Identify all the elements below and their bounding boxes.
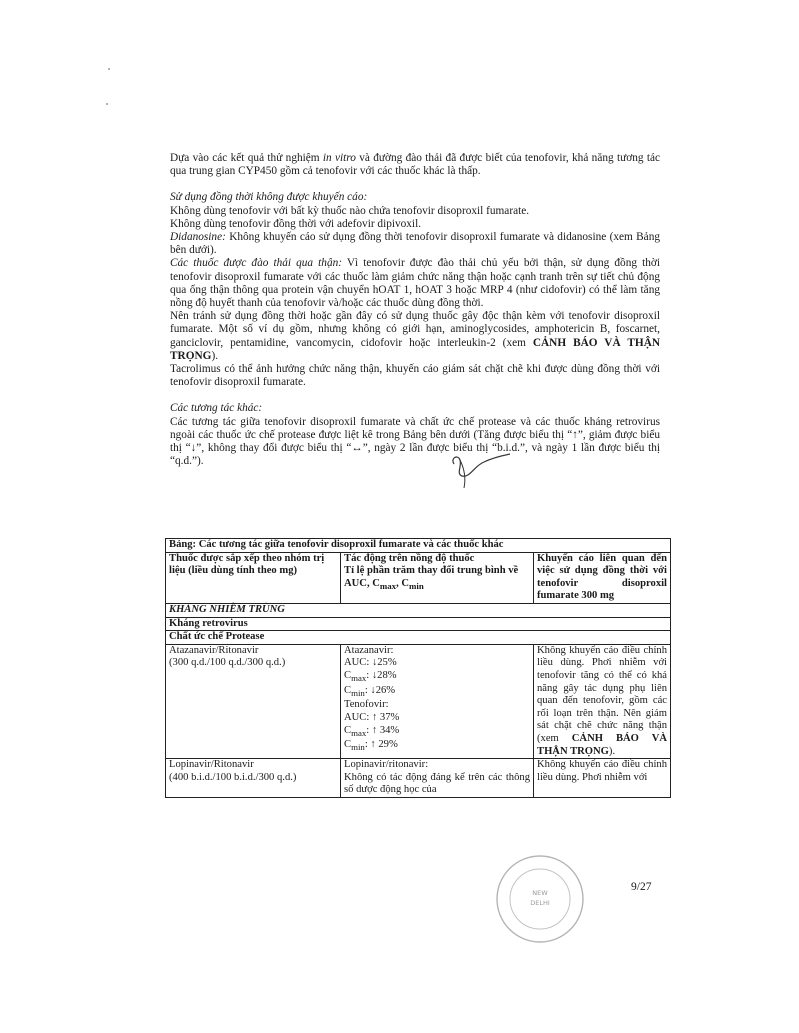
table-row xyxy=(166,644,671,758)
tacrolimus-paragraph: Tacrolimus có thể ảnh hưởng chức năng thận, khuyến cáo giám sát chặt chẽ khi được dùng đồng thời với tenofovir disoproxil fumarate. xyxy=(170,363,660,389)
company-seal-stamp xyxy=(494,853,586,945)
svg-text:NEW: NEW xyxy=(532,889,548,897)
table-header-row xyxy=(166,552,671,603)
group-row xyxy=(166,617,671,631)
intro-paragraph: Dựa vào các kết quả thử nghiệm in vitro và đường đào thải đã được biết của tenofovir, khả năng tương tác qua trung gian CYP450 gồm cả tenofovir với các thuốc khác là thấp. xyxy=(170,152,661,178)
group-antiretroviral: Kháng retrovirus xyxy=(166,617,671,631)
page-number: 9/27 xyxy=(631,881,652,893)
group-anti-infective: KHÁNG NHIỄM TRÙNG xyxy=(166,603,671,617)
paragraph-line: Không dùng tenofovir đồng thời với adefovir dipivoxil. xyxy=(170,217,422,230)
body-text xyxy=(170,152,660,468)
group-protease-inhibitor: Chất ức chế Protease xyxy=(166,631,671,645)
group-row xyxy=(166,603,671,617)
table-title-row xyxy=(166,539,671,553)
header-drug: Thuốc được sắp xếp theo nhóm trị liệu (liều dùng tính theo mg) xyxy=(166,552,341,603)
table-row xyxy=(166,759,671,798)
scan-artifact xyxy=(108,68,110,70)
header-effect: Tác động trên nồng độ thuốc Tỉ lệ phần trăm thay đổi trung bình về AUC, $C_{max}$, $C_{min}$ xyxy=(341,552,534,603)
paragraph-line: Không dùng tenofovir với bất kỳ thuốc nào chứa tenofovir disoproxil fumarate. xyxy=(170,204,530,217)
svg-text:DELHI: DELHI xyxy=(530,899,550,907)
handwritten-signature xyxy=(448,452,518,494)
drug-cell: Lopinavir/Ritonavir (400 b.i.d./100 b.i.d./300 q.d.) xyxy=(166,759,341,798)
effect-cell: Atazanavir: AUC: ↓25% $C_{max}$: ↓28% $C_{min}$: ↓26% Tenofovir: AUC: ↑ 37% $C_{max}$: ↑ 34% $C_{min}$: ↑ 29% xyxy=(341,644,534,758)
interactions-table xyxy=(165,538,671,798)
header-recommendation: Khuyến cáo liên quan đến việc sử dụng đồng thời với tenofovir disoproxil fumarate 300 mg xyxy=(534,552,671,603)
other-interactions-paragraph: Các tương tác giữa tenofovir disoproxil fumarate và chất ức chế protease và các thuốc kháng retrovirus ngoài các thuốc ức chế protease được liệt kê trong Bảng bên dưới (Tăng được biểu thị “↑”, giảm được biểu thị “↓”, không thay đổi được biểu thị “↔”, ngày 2 lần được biểu thị “b.i.d.”, và ngày 1 lần được biểu thị “q.d.”). xyxy=(170,415,660,468)
didanosine-paragraph: Didanosine: Không khuyến cáo sử dụng đồng thời tenofovir disoproxil fumarate và didanosine (xem Bảng bên dưới). xyxy=(170,231,660,257)
effect-cell: Lopinavir/ritonavir: Không có tác động đáng kể trên các thông số dược động học của xyxy=(341,759,534,798)
group-row xyxy=(166,631,671,645)
recommendation-cell: Không khuyến cáo điều chỉnh liều dùng. Phơi nhiễm với tenofovir tăng có thể có khả năng gây tác dụng phụ liên quan đến tenofovir, gồm các rối loạn trên thận. Nên giám sát chặt chẽ chức năng thận (xem CẢNH BÁO VÀ THẬN TRỌNG). xyxy=(534,644,671,758)
drug-cell: Atazanavir/Ritonavir (300 q.d./100 q.d./300 q.d.) xyxy=(166,644,341,758)
section-heading-other: Các tương tác khác: xyxy=(170,402,263,415)
renal-paragraph: Các thuốc được đào thải qua thận: Vì tenofovir được đào thải chủ yếu bởi thận, sử dụng đồng thời tenofovir disoproxil fumarate với các thuốc làm giảm chức năng thận hoặc cạnh tranh trên sự tiết chủ động qua ống thận thông qua protein vận chuyển hOAT 1, hOAT 3 hoặc MRP 4 (như cidofovir) có thể làm tăng nồng độ huyết thanh của tenofovir và/hoặc các thuốc dùng đồng thời. xyxy=(170,257,660,310)
nephrotoxic-paragraph: Nên tránh sử dụng đồng thời hoặc gần đây có sử dụng thuốc gây độc thận kèm với tenofovir disoproxil fumarate. Một số ví dụ gồm, nhưng không có giới hạn, aminoglycosides, amphotericin B, foscarnet, ganciclovir, pentamidine, vancomycin, cidofovir hoặc interleukin-2 (xem CẢNH BÁO VÀ THẬN TRỌNG). xyxy=(170,310,661,362)
recommendation-cell: Không khuyến cáo điều chỉnh liều dùng. Phơi nhiễm với xyxy=(534,759,671,798)
scan-artifact xyxy=(106,103,108,105)
section-heading-not-recommended: Sử dụng đồng thời không được khuyến cáo: xyxy=(170,191,368,204)
table-title: Bảng: Các tương tác giữa tenofovir disoproxil fumarate và các thuốc khác xyxy=(166,539,671,553)
